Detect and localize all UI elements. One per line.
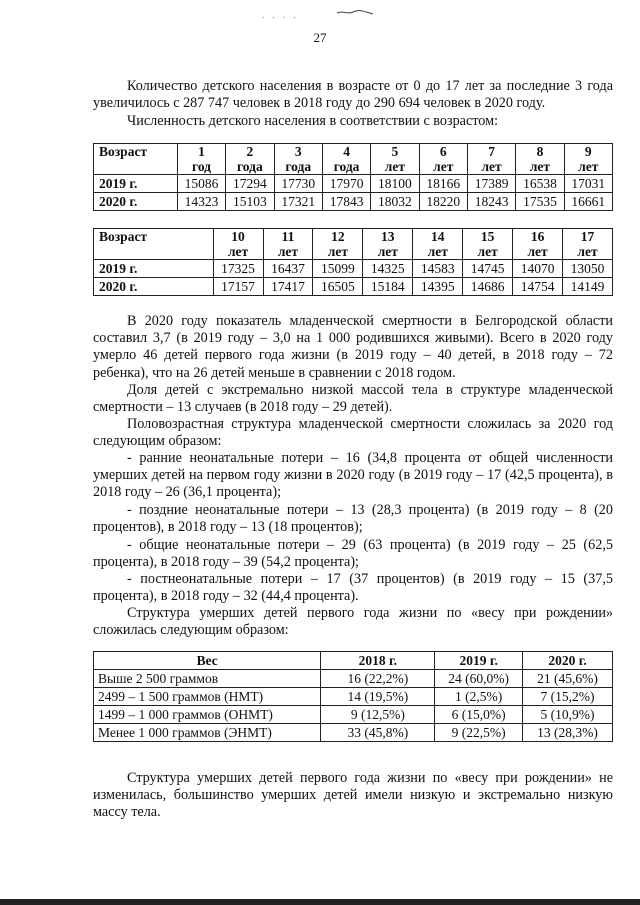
table-row: [94, 706, 613, 724]
list-item-total-neonatal: - общие неонатальные потери – 29 (63 процента) (в 2019 году – 25 (62,5 процента), в 2018 году – 39 (54,2 процента);: [93, 537, 613, 571]
column-header: Вес: [94, 652, 321, 670]
age-table-1-col: 8 лет: [516, 144, 564, 175]
table-cell: 24 (60,0%): [435, 670, 523, 688]
table-cell: 16661: [564, 193, 612, 211]
table-cell: 16437: [263, 260, 313, 278]
structure-intro-paragraph: Половозрастная структура младенческой смертности сложилась за 2020 год следующим образом:: [93, 416, 613, 450]
age-table-1-col: 3 года: [274, 144, 322, 175]
age-table-1-col: 1 год: [177, 144, 225, 175]
table-cell: 14745: [463, 260, 513, 278]
row-label: 2019 г.: [94, 175, 178, 193]
table-cell: 9 (22,5%): [435, 724, 523, 742]
table-cell: 15086: [177, 175, 225, 193]
table-cell: 17843: [322, 193, 370, 211]
table-cell: 17321: [274, 193, 322, 211]
table-cell: 16 (22,2%): [321, 670, 435, 688]
row-label: 2020 г.: [94, 193, 178, 211]
age-table-1: [93, 143, 613, 211]
table-cell: 14686: [463, 278, 513, 296]
table-cell: 15103: [226, 193, 274, 211]
row-label: 2019 г.: [94, 260, 214, 278]
table-cell: 15099: [313, 260, 363, 278]
table-cell: 14070: [513, 260, 563, 278]
list-item-early-neonatal: - ранние неонатальные потери – 16 (34,8 процента от общей численности умерших детей на первом году жизни в 2020 году (в 2019 году – 17 (42,5 процента), в 2018 году – 26 (36,1 процента);: [93, 450, 613, 501]
page-number: 27: [313, 30, 327, 45]
table-cell: 17417: [263, 278, 313, 296]
low-weight-paragraph: Доля детей с экстремально низкой массой тела в структуре младенческой смертности – 13 случаев (в 2018 году – 29 детей).: [93, 382, 613, 416]
age-table-1-header-row: [94, 144, 613, 175]
age-table-2-col: 11 лет: [263, 229, 313, 260]
table-cell: 17389: [467, 175, 515, 193]
weight-table-header-row: [94, 652, 613, 670]
row-label: 2020 г.: [94, 278, 214, 296]
age-table-2-col: 14 лет: [413, 229, 463, 260]
age-table-1-row-2020: [94, 193, 613, 211]
table-cell: 33 (45,8%): [321, 724, 435, 742]
column-header: 2018 г.: [321, 652, 435, 670]
age-table-2-col: 17 лет: [563, 229, 613, 260]
column-header: 2020 г.: [523, 652, 613, 670]
age-table-1-header-label: Возраст: [94, 144, 178, 175]
table-cell: 18166: [419, 175, 467, 193]
table-cell: 14395: [413, 278, 463, 296]
table-cell: 14323: [177, 193, 225, 211]
table-cell: 16505: [313, 278, 363, 296]
intro-paragraph: Количество детского населения в возрасте от 0 до 17 лет за последние 3 года увеличилось с 287 747 человек в 2018 году до 290 694 человек в 2020 году.: [93, 78, 613, 112]
table-cell: 16538: [516, 175, 564, 193]
age-table-1-row-2019: [94, 175, 613, 193]
table-row: [94, 724, 613, 742]
table-cell: 14583: [413, 260, 463, 278]
age-table-2-row-2020: [94, 278, 613, 296]
table-row: [94, 670, 613, 688]
table-cell: 14325: [363, 260, 413, 278]
table-cell: 2499 – 1 500 граммов (НМТ): [94, 688, 321, 706]
table-cell: Менее 1 000 граммов (ЭНМТ): [94, 724, 321, 742]
table-cell: 17970: [322, 175, 370, 193]
age-table-2-col: 13 лет: [363, 229, 413, 260]
table-cell: 18243: [467, 193, 515, 211]
age-table-2-header-label: Возраст: [94, 229, 214, 260]
age-table-2: [93, 228, 613, 296]
closing-paragraph: Структура умерших детей первого года жизни по «весу при рождении» не изменилась, большинство умерших детей имели низкую и экстремально низкую массу тела.: [93, 770, 613, 821]
column-header: 2019 г.: [435, 652, 523, 670]
age-table-2-col: 10 лет: [213, 229, 263, 260]
age-table-1-col: 5 лет: [371, 144, 419, 175]
list-item-postneonatal: - постнеонатальные потери – 17 (37 процентов) (в 2019 году – 15 (37,5 процента), в 2018 году – 32 (44,4 процента).: [93, 571, 613, 605]
table-cell: 5 (10,9%): [523, 706, 613, 724]
table-cell: 14 (19,5%): [321, 688, 435, 706]
table-cell: 17730: [274, 175, 322, 193]
age-table-2-header-row: [94, 229, 613, 260]
table-cell: 14754: [513, 278, 563, 296]
table-cell: 17294: [226, 175, 274, 193]
weight-structure-intro: Структура умерших детей первого года жизни по «весу при рождении» сложилась следующим образом:: [93, 605, 613, 639]
table-cell: 6 (15,0%): [435, 706, 523, 724]
age-table-1-col: 2 года: [226, 144, 274, 175]
table-cell: 17535: [516, 193, 564, 211]
table-cell: 18100: [371, 175, 419, 193]
table-cell: 13050: [563, 260, 613, 278]
age-table-caption: Численность детского населения в соответствии с возрастом:: [127, 113, 499, 129]
age-table-2-col: 15 лет: [463, 229, 513, 260]
table-cell: Выше 2 500 граммов: [94, 670, 321, 688]
table-cell: 1 (2,5%): [435, 688, 523, 706]
table-cell: 1499 – 1 000 граммов (ОНМТ): [94, 706, 321, 724]
table-row: [94, 688, 613, 706]
age-table-1-col: 9 лет: [564, 144, 612, 175]
scan-border: [0, 899, 640, 905]
table-cell: 17031: [564, 175, 612, 193]
table-cell: 17157: [213, 278, 263, 296]
table-cell: 15184: [363, 278, 413, 296]
mortality-paragraph: В 2020 году показатель младенческой смертности в Белгородской области составил 3,7 (в 2019 году – 3,0 на 1 000 родившихся живыми). Всего в 2020 году умерло 46 детей первого года жизни (в 2019 году – 40 детей, в 2018 году – 72 ребенка), что на 26 детей меньше в сравнении с 2018 годом.: [93, 313, 613, 381]
table-cell: 14149: [563, 278, 613, 296]
age-table-1-col: 4 года: [322, 144, 370, 175]
table-cell: 17325: [213, 260, 263, 278]
table-cell: 18032: [371, 193, 419, 211]
age-table-2-row-2019: [94, 260, 613, 278]
table-cell: 9 (12,5%): [321, 706, 435, 724]
age-table-1-col: 7 лет: [467, 144, 515, 175]
handwritten-mark: [335, 8, 375, 16]
table-cell: 13 (28,3%): [523, 724, 613, 742]
table-cell: 18220: [419, 193, 467, 211]
age-table-1-col: 6 лет: [419, 144, 467, 175]
age-table-2-col: 12 лет: [313, 229, 363, 260]
table-cell: 21 (45,6%): [523, 670, 613, 688]
list-item-late-neonatal: - поздние неонатальные потери – 13 (28,3 процента) (в 2019 году – 8 (20 процентов), в 2018 году – 13 (18 процентов);: [93, 502, 613, 536]
weight-table: [93, 651, 613, 742]
scan-marks: . . . .: [262, 10, 299, 20]
age-table-2-col: 16 лет: [513, 229, 563, 260]
table-cell: 7 (15,2%): [523, 688, 613, 706]
